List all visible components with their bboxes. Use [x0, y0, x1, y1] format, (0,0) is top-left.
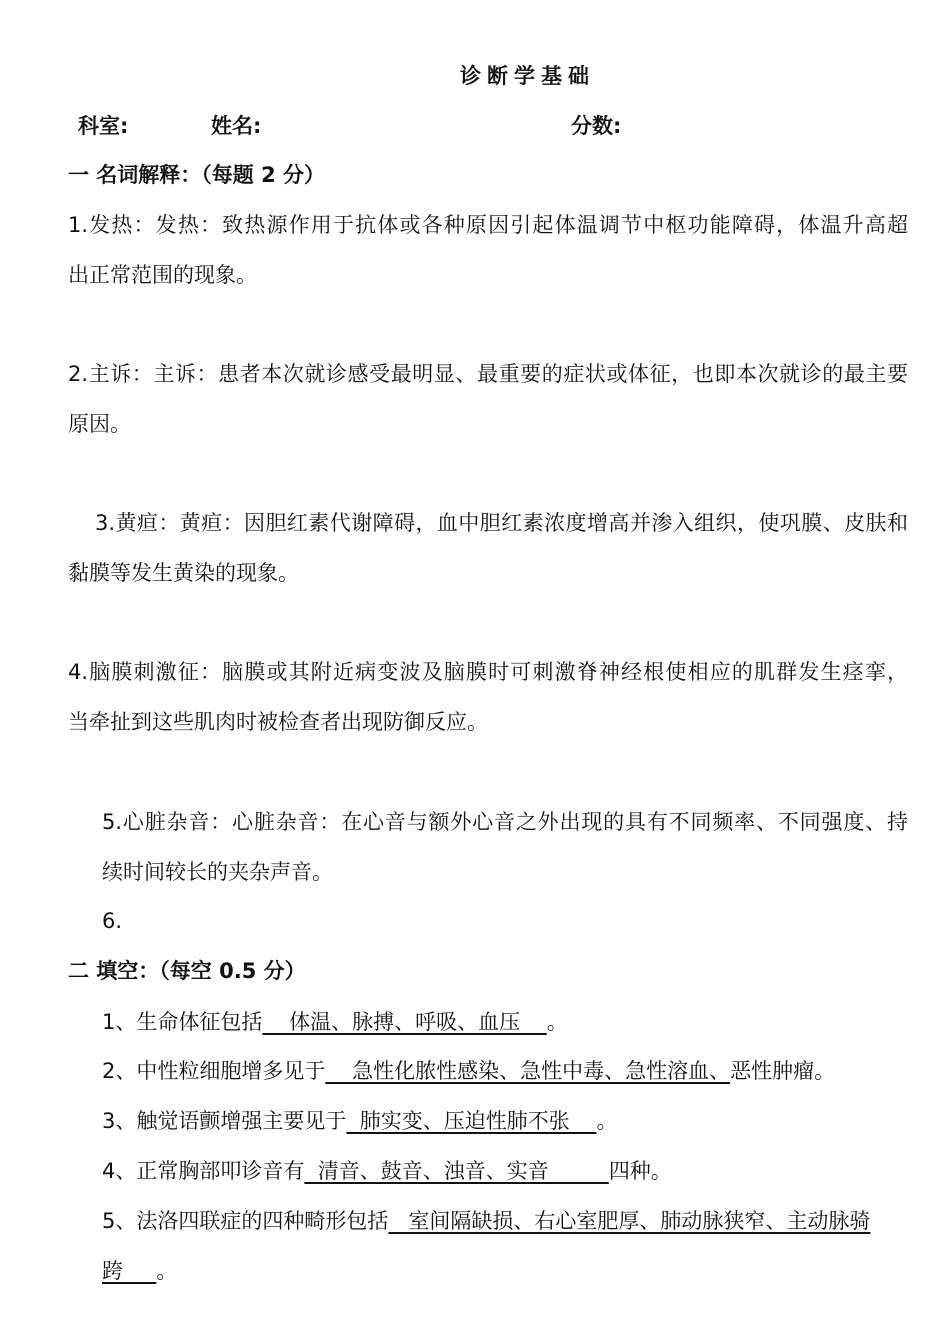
fill-blank-2-suffix: 恶性肿瘤。	[730, 1059, 836, 1083]
fill-blank-2	[102, 1056, 835, 1086]
fill-blank-5-answer: 室间隔缺损、右心室肥厚、肺动脉狭窄、主动脉骑	[388, 1209, 871, 1233]
fill-blank-4-suffix: 四种。	[608, 1159, 672, 1183]
fill-blank-5-prefix: 5、法洛四联症的四种畸形包括	[102, 1209, 389, 1233]
definition-4-line1: 4.脑膜刺激征：脑膜或其附近病变波及脑膜时可刺激脊神经根使相应的肌群发生痉挛，	[68, 660, 908, 684]
fill-blank-5-suffix: 。	[156, 1259, 178, 1283]
fill-blank-3-answer: 肺实变、压迫性肺不张	[346, 1109, 597, 1133]
fill-blank-4	[102, 1156, 672, 1186]
definition-2-line2: 原因。	[68, 412, 131, 436]
score-label: 分数:	[571, 114, 622, 138]
fill-blank-1-suffix: 。	[546, 1010, 568, 1034]
fill-blank-5	[102, 1206, 870, 1236]
definition-4-line2: 当牵扯到这些肌肉时被检查者出现防御反应。	[68, 710, 488, 734]
fill-blank-2-prefix: 2、中性粒细胞增多见于	[102, 1059, 326, 1083]
section2-heading: 二 填空：（每空 0.5 分）	[68, 959, 306, 983]
definition-5-line2: 续时间较长的夹杂声音。	[102, 860, 333, 884]
definition-3-line1: 3.黄疸：黄疸：因胆红素代谢障碍，血中胆红素浓度增高并渗入组织，使巩膜、皮肤和	[95, 511, 908, 535]
name-label: 姓名:	[211, 114, 262, 138]
fill-blank-4-answer: 清音、鼓音、浊音、实音	[304, 1159, 609, 1183]
definition-1-line1: 1.发热：发热：致热源作用于抗体或各种原因引起体温调节中枢功能障碍，体温升高超	[68, 213, 908, 237]
document-title: 诊断学基础	[460, 64, 595, 88]
fill-blank-1-prefix: 1、生命体征包括	[102, 1010, 263, 1034]
fill-blank-3-suffix: 。	[596, 1109, 618, 1133]
fill-blank-4-prefix: 4、正常胸部叩诊音有	[102, 1159, 305, 1183]
fill-blank-5-answer-continued: 跨	[102, 1259, 157, 1283]
section1-heading: 一 名词解释：（每题 2 分）	[68, 163, 326, 187]
definition-5-line1: 5.心脏杂音：心脏杂音：在心音与额外心音之外出现的具有不同频率、不同强度、持	[102, 810, 908, 834]
fill-blank-1-answer: 体温、脉搏、呼吸、血压	[262, 1010, 547, 1034]
fill-blank-2-answer: 急性化脓性感染、急性中毒、急性溶血、	[325, 1059, 731, 1083]
fill-blank-1	[102, 1007, 568, 1037]
definition-2-line1: 2.主诉：主诉：患者本次就诊感受最明显、最重要的症状或体征，也即本次就诊的最主要	[68, 362, 908, 386]
fill-blank-5-continued	[102, 1256, 177, 1286]
definition-6: 6.	[102, 909, 123, 933]
department-label: 科室:	[78, 114, 129, 138]
fill-blank-3	[102, 1106, 617, 1136]
definition-1-line2: 出正常范围的现象。	[68, 263, 257, 287]
fill-blank-3-prefix: 3、触觉语颤增强主要见于	[102, 1109, 347, 1133]
definition-3-line2: 黏膜等发生黄染的现象。	[68, 561, 299, 585]
